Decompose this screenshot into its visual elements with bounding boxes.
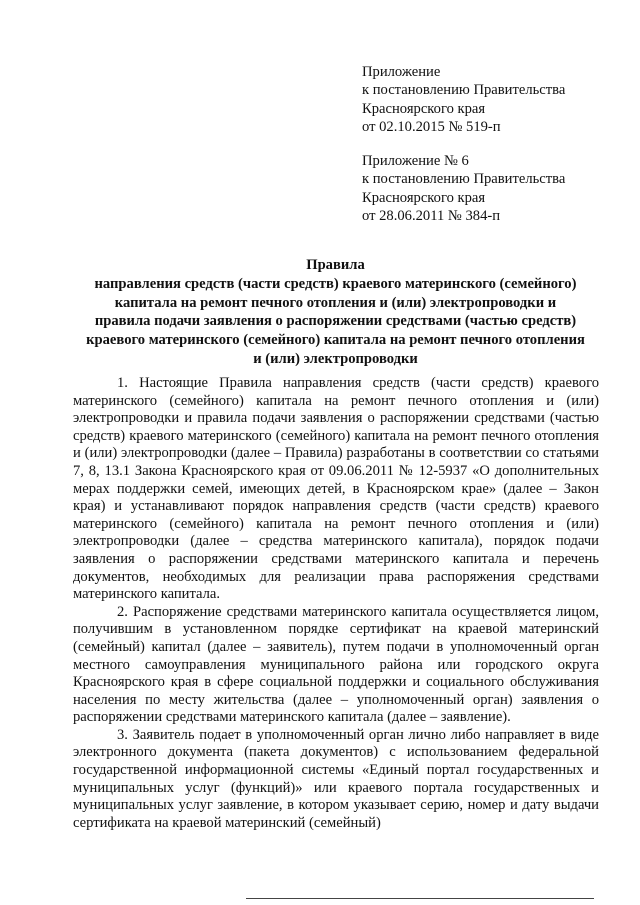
bottom-divider bbox=[246, 898, 594, 899]
paragraph-2: 2. Распоряжение средствами материнского капитала осуществляется лицом, получившим в установленном порядке сертификат на краевой материнский (семейный) капитал (далее – заявитель), путем подачи в уполномоченный орган местного самоуправления муниципального района или городского округа Красноярского края в сфере социальной поддержки и социального обслуживания населения по месту жительства (далее – уполномоченный орган) заявления о распоряжении средствами материнского капитала (далее – заявление). bbox=[73, 603, 599, 726]
appendix-header-1 bbox=[362, 63, 624, 137]
document-body bbox=[73, 375, 599, 832]
paragraph-3: 3. Заявитель подает в уполномоченный орган лично либо направляет в виде электронного документа (пакета документов) с использованием федеральной государственной информационной системы «Единый портал государственных и муниципальных услуг (функций)» или краевого портала государственных и муниципальных услуг заявление, в котором указывает серию, номер и дату выдачи сертификата на краевой материнский (семейный) bbox=[73, 726, 599, 831]
title-line: правила подачи заявления о распоряжении средствами (частью средств) bbox=[94, 313, 577, 330]
appendix-1-line-1: Приложение bbox=[362, 64, 441, 80]
appendix-2-line-2: к постановлению Правительства bbox=[362, 171, 566, 188]
appendix-1-line-4: от 02.10.2015 № 519-п bbox=[362, 119, 501, 136]
title-line: краевого материнского (семейного) капитала на ремонт печного отопления bbox=[86, 332, 585, 349]
appendix-header-2 bbox=[362, 152, 624, 226]
paragraph-1: 1. Настоящие Правила направления средств (части средств) краевого материнского (семейного) капитала на ремонт печного отопления и (или) электропроводки и правила подачи заявления о распоряжении средствами (частью средств) краевого материнского (семейного) капитала на ремонт печного отопления и (или) электропроводки (далее – Правила) разработаны в соответствии со статьями 7, 8, 13.1 Закона Красноярского края от 09.06.2011 № 12-5937 «О дополнительных мерах поддержки семей, имеющих детей, в Красноярском крае» (далее – Закон края) и устанавливают порядок направления средств (части средств) краевого материнского (семейного) капитала на ремонт печного отопления и (или) электропроводки (далее – средства материнского капитала), порядок подачи заявления о распоряжении средствами материнского капитала и перечень документов, необходимых для реализации права распоряжения средствами материнского капитала. bbox=[73, 375, 599, 603]
title-line: и (или) электропроводки bbox=[253, 350, 418, 367]
appendix-1-line-3: Красноярского края bbox=[362, 100, 486, 117]
title-line: капитала на ремонт печного отопления и (или) электропроводки и bbox=[114, 294, 557, 311]
appendix-2-line-3: Красноярского края bbox=[362, 189, 486, 206]
title-heading: Правила bbox=[306, 257, 365, 273]
appendix-2-line-1: Приложение № 6 bbox=[362, 153, 469, 169]
document-title bbox=[68, 256, 603, 369]
appendix-2-line-4: от 28.06.2011 № 384-п bbox=[362, 208, 501, 225]
title-line: направления средств (части средств) краевого материнского (семейного) bbox=[94, 275, 577, 292]
appendix-1-line-2: к постановлению Правительства bbox=[362, 82, 566, 99]
